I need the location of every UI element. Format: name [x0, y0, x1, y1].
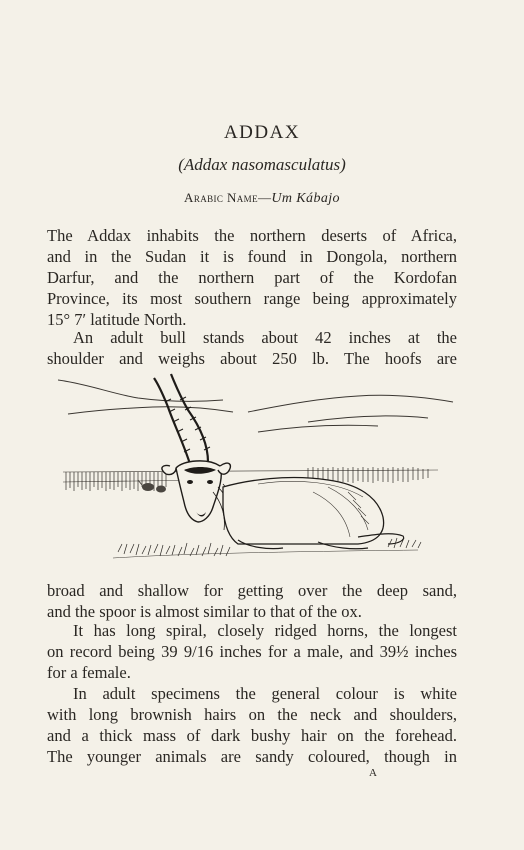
text-line: on record being 39 9/16 inches for a male, and 39½ inches	[47, 642, 457, 661]
page-title: ADDAX	[223, 122, 301, 143]
text-line: 15° 7′ latitude North.	[47, 310, 187, 329]
arabic-name-line	[0, 190, 524, 207]
signature-mark: A	[369, 767, 377, 779]
text-line: for a female.	[47, 663, 131, 682]
paragraph-2	[47, 327, 457, 369]
text-line: Province, its most southern range being approximately	[47, 289, 457, 308]
text-line: Darfur, and the northern part of the Kordofan	[47, 268, 457, 287]
text-line: The Addax inhabits the northern deserts of Africa,	[47, 226, 457, 245]
arabic-name-value: Um Kábajo	[271, 191, 340, 206]
latin-name: (Addax nasomasculatus)	[178, 155, 346, 174]
text-line: shoulder and weighs about 250 lb. The hoofs are	[47, 349, 457, 368]
text-line: with long brownish hairs on the neck and shoulders,	[47, 705, 457, 724]
text-line: The younger animals are sandy coloured, though in	[47, 747, 457, 766]
paragraph-4	[47, 620, 457, 683]
text-line: In adult specimens the general colour is white	[73, 684, 457, 703]
addax-illustration	[58, 372, 458, 572]
text-line: and the spoor is almost similar to that of the ox.	[47, 602, 362, 621]
text-line: and a thick mass of dark bushy hair on the forehead.	[47, 726, 457, 745]
text-line: and in the Sudan it is found in Dongola, northern	[47, 247, 457, 266]
text-line: It has long spiral, closely ridged horns, the longest	[73, 621, 457, 640]
paragraph-5	[47, 683, 457, 767]
text-line: An adult bull stands about 42 inches at the	[73, 328, 457, 347]
text-line: broad and shallow for getting over the deep sand,	[47, 581, 457, 600]
paragraph-1	[47, 225, 457, 330]
paragraph-3	[47, 580, 457, 622]
arabic-name-label: Arabic Name—	[184, 190, 272, 205]
